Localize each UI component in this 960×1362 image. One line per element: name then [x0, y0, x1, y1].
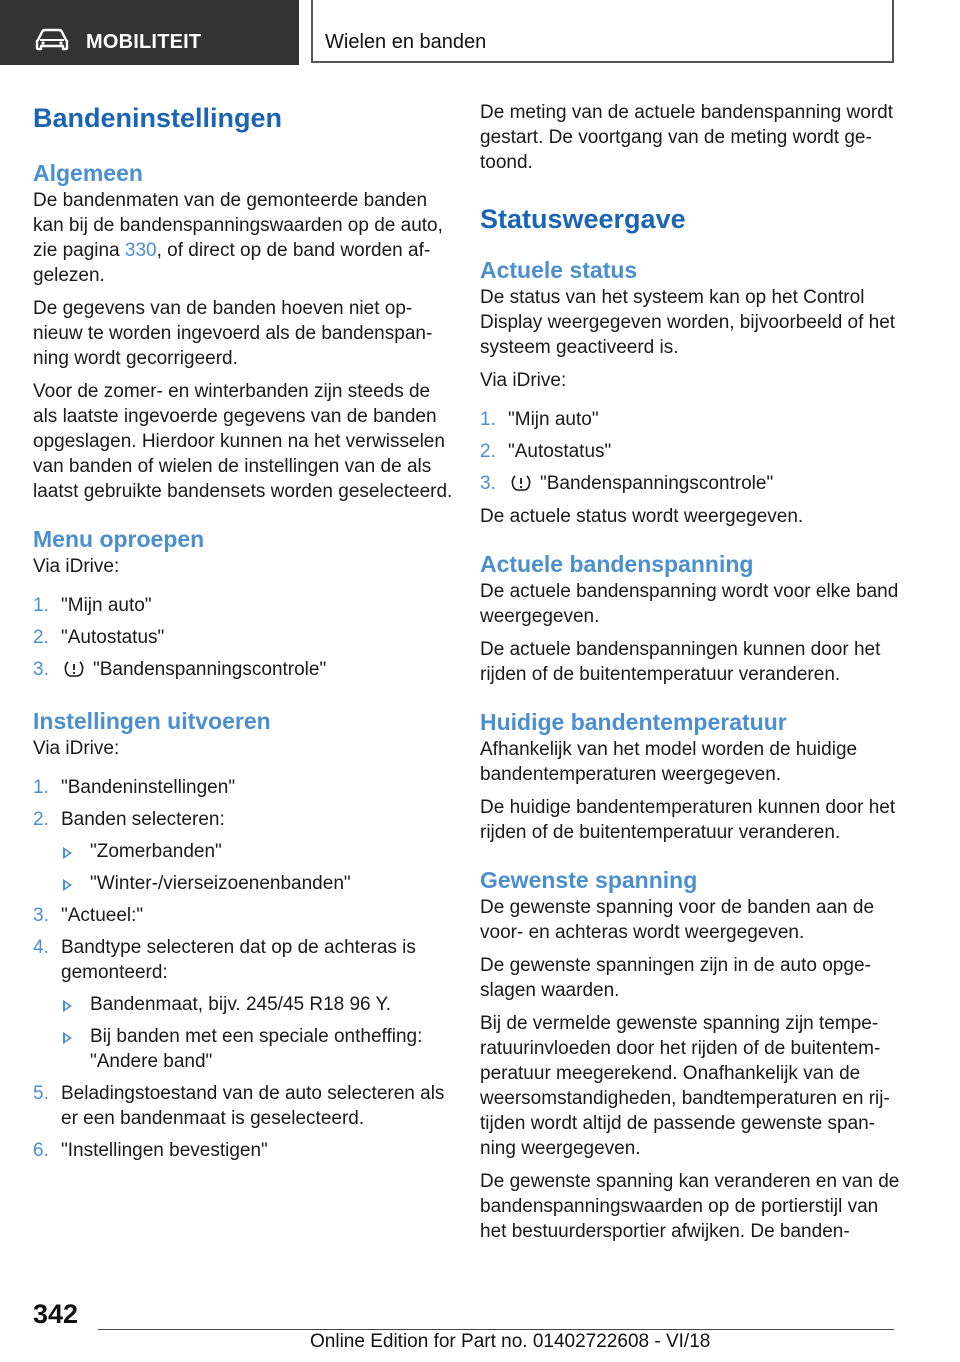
tire-pressure-icon	[63, 660, 85, 678]
paragraph-spanning-2: De actuele bandenspanningen kunnen door het rijden of de buitentemperatuur veranderen.	[480, 639, 881, 685]
instellingen-steps	[33, 775, 453, 1163]
paragraph-status-1: De status van het systeem kan op het Control Display weergegeven worden, bijvoorbeeld of het systeem geactiveerd is.	[480, 287, 896, 358]
status-intro: Via iDrive:	[480, 370, 567, 391]
menu-intro: Via iDrive:	[33, 556, 120, 577]
paragraph-algemeen-2: De gegevens van de banden hoeven niet opnieuw te worden ingevoerd als de bandenspanning wordt gecorrigeerd.	[33, 298, 433, 369]
list-item: 2. "Autostatus"	[33, 627, 165, 648]
paragraph-gewenst-2: De gewenste spanningen zijn in de auto opgeslagen waarden.	[480, 955, 871, 1001]
header-section-label: MOBILITEIT	[86, 31, 202, 53]
menu-steps	[33, 593, 453, 682]
list-item: 3. "Bandenspanningscontrole"	[33, 659, 327, 680]
sub-list-item: "Winter-/vierseizoenenbanden"	[33, 871, 453, 896]
page-link[interactable]: 330	[124, 240, 157, 261]
heading-gewenste-spanning: Gewenste spanning	[480, 867, 698, 893]
list-item: 3. "Bandenspanningscontrole"	[480, 473, 774, 494]
sub-list-item: Bij banden met een speciale ontheffing: "Andere band"	[33, 1024, 453, 1074]
heading-instellingen: Instellingen uitvoeren	[33, 708, 271, 734]
paragraph-temperatuur-1: Afhankelijk van het model worden de huidige bandentemperaturen weergegeven.	[480, 739, 858, 785]
list-item: 5. Beladingstoestand van de auto selecteren als er een bandenmaat is geselecteerd.	[33, 1083, 445, 1129]
page-title: Bandeninstellingen	[33, 103, 283, 133]
list-item: 2. "Autostatus"	[480, 441, 612, 462]
heading-bandentemperatuur: Huidige bandentemperatuur	[480, 709, 787, 735]
heading-statusweergave: Statusweergave	[480, 204, 686, 234]
status-steps	[480, 407, 900, 496]
paragraph-gewenst-4: De gewenste spanning kan veranderen en van de bandenspanningswaarden op de portierstijl van het bestuurdersportier afwijken. De banden-	[480, 1171, 900, 1242]
paragraph-gewenst-3: Bij de vermelde gewenste spanning zijn temperatuurinvloeden door het rijden of de buitentemperatuur meegerekend. Onafhankelijk van de weersomstandigheden, bandtemperaturen en rijtijden wordt altijd de passende gewenste spanning weergegeven.	[480, 1013, 890, 1159]
car-icon	[34, 28, 70, 52]
instellingen-intro: Via iDrive:	[33, 738, 120, 759]
paragraph-status-2: De actuele status wordt weergegeven.	[480, 506, 804, 527]
paragraph-meting: De meting van de actuele bandenspanning wordt gestart. De voortgang van de meting wordt getoond.	[480, 102, 894, 173]
triangle-bullet-icon	[63, 1000, 72, 1012]
left-column	[33, 100, 453, 1163]
triangle-bullet-icon	[63, 1032, 72, 1044]
paragraph-spanning-1: De actuele bandenspanning wordt voor elke band weergegeven.	[480, 581, 899, 627]
list-item: 4. Bandtype selecteren dat op de achteras is gemonteerd:	[33, 937, 416, 983]
list-item: 1. "Mijn auto"	[33, 595, 152, 616]
footer-divider	[98, 1329, 894, 1330]
footer-edition: Online Edition for Part no. 01402722608 - VI/18	[310, 1331, 711, 1352]
paragraph-algemeen-1: De bandenmaten van de gemonteerde banden kan bij de bandenspanningswaarden op de auto, zie pagina 330, of direct op de band worden afgelezen.	[33, 190, 443, 286]
list-item: 1. "Bandeninstellingen"	[33, 777, 236, 798]
triangle-bullet-icon	[63, 847, 72, 859]
triangle-bullet-icon	[63, 879, 72, 891]
right-column	[480, 100, 900, 1244]
heading-algemeen: Algemeen	[33, 160, 143, 186]
list-item: 6. "Instellingen bevestigen"	[33, 1140, 268, 1161]
sub-list-item: Bandenmaat, bijv. 245/45 R18 96 Y.	[33, 992, 453, 1017]
heading-menu-oproepen: Menu oproepen	[33, 526, 205, 552]
paragraph-algemeen-3: Voor de zomer- en winterbanden zijn steeds de als laatste ingevoerde gegevens van de banden opgeslagen. Hierdoor kunnen na het verwisselen van banden of wielen de instellingen van de als laatst gebruikte bandensets worden geselecteerd.	[33, 381, 453, 502]
paragraph-gewenst-1: De gewenste spanning voor de banden aan de voor- en achteras wordt weergegeven.	[480, 897, 875, 943]
list-item: 3. "Actueel:"	[33, 905, 144, 926]
list-item: 1. "Mijn auto"	[480, 409, 599, 430]
sub-list-item: "Zomerbanden"	[33, 839, 453, 864]
header-chapter-label: Wielen en banden	[325, 31, 487, 53]
heading-actuele-status: Actuele status	[480, 257, 638, 283]
paragraph-temperatuur-2: De huidige bandentemperaturen kunnen door het rijden of de buitentemperatuur veranderen.	[480, 797, 896, 843]
tire-pressure-icon	[510, 474, 532, 492]
page-number: 342	[33, 1299, 79, 1329]
list-item: 2. Banden selecteren:	[33, 809, 225, 830]
heading-actuele-bandenspanning: Actuele bandenspanning	[480, 551, 754, 577]
